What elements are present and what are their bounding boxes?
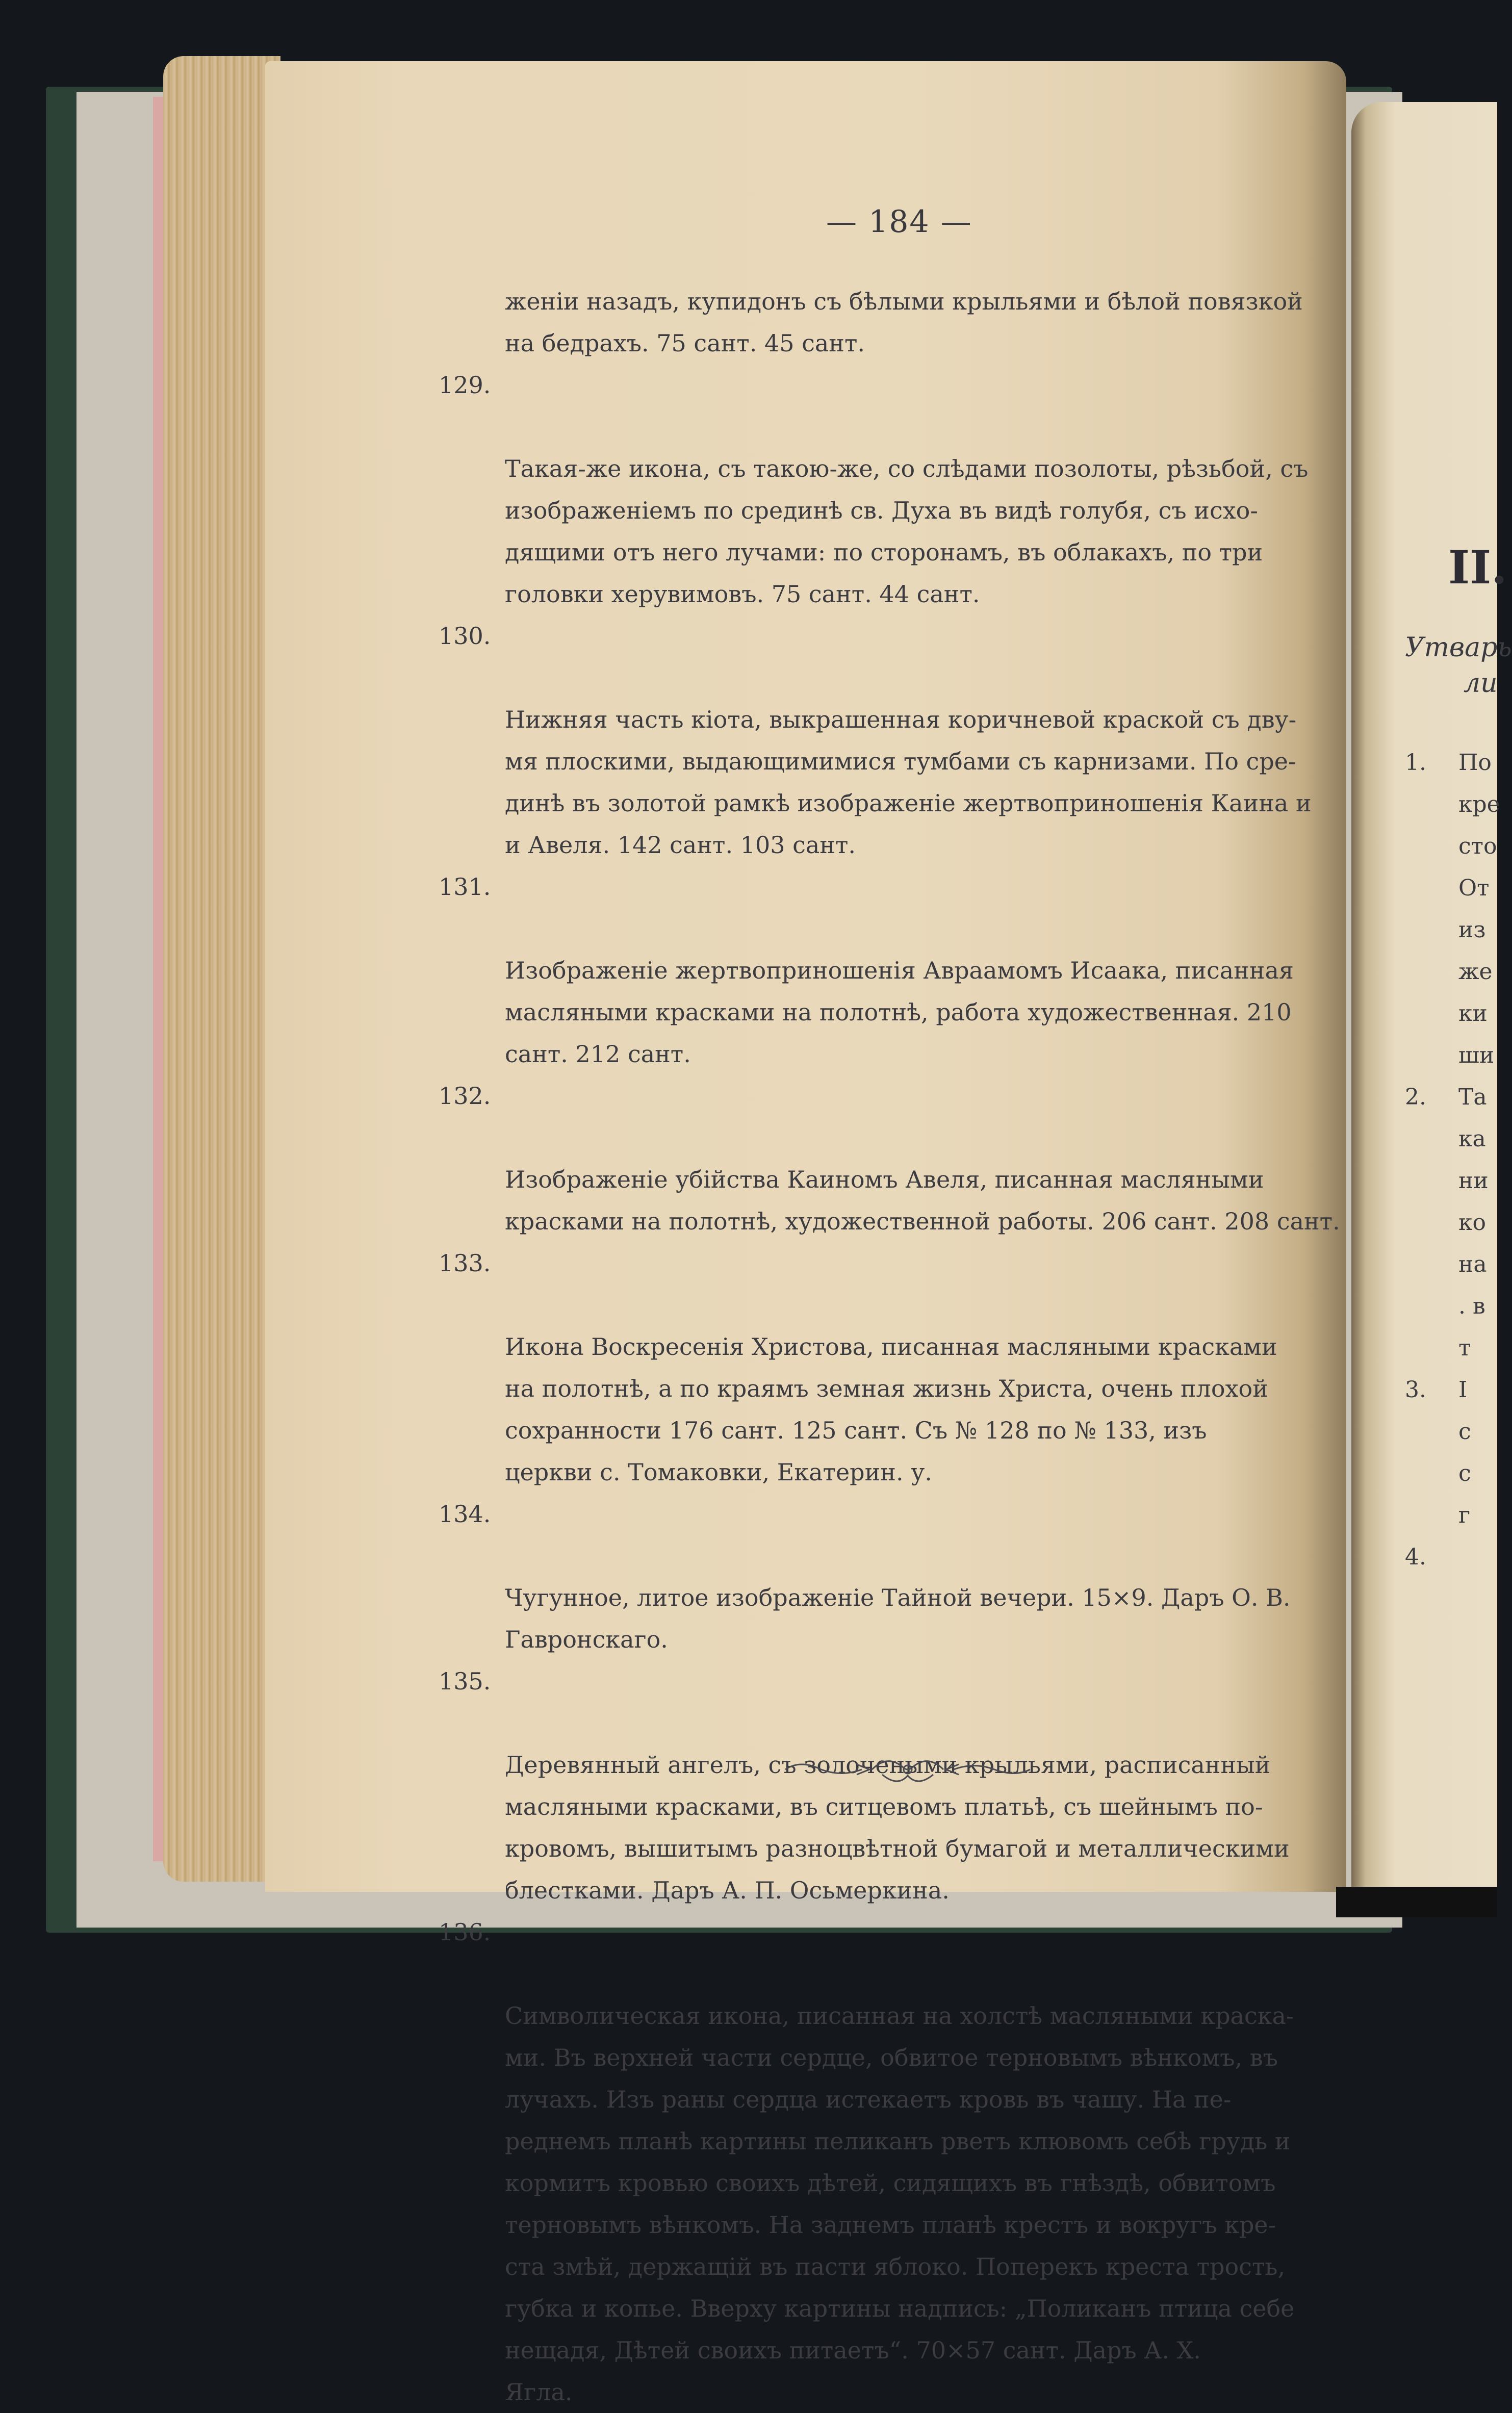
- right-entry-number: 2.: [1405, 1084, 1426, 1110]
- entry-number: 131.: [439, 873, 491, 901]
- entry-number: 135.: [439, 1667, 491, 1695]
- right-entry-fragment: ни: [1458, 1168, 1489, 1194]
- entry-text: Изображеніе убійства Каиномъ Авеля, писанная масляными красками на полотнѣ, художественной работы. 206 сант. 208 сант.: [505, 1166, 1340, 1235]
- section-subtitle-cont: ли: [1464, 668, 1498, 699]
- entry-text: Такая-же икона, съ такою-же, со слѣдами позолоты, рѣзьбой, съ изображеніемъ по срединѣ св. Духа въ видѣ голубя, съ исхо- дящими отъ него лучами: по сторонамъ, въ облакахъ, по три головки херувимовъ. 75 сант. 44 сант.: [505, 455, 1309, 608]
- right-entry-fragment: Та: [1458, 1084, 1487, 1110]
- catalog-entry: [439, 1242, 1346, 1493]
- right-entry-fragment: из: [1458, 917, 1486, 943]
- section-heading: II.: [1448, 541, 1507, 595]
- catalog-entry: [439, 866, 1346, 1075]
- right-entry-fragment: ки: [1458, 1000, 1488, 1026]
- right-entry-fragment: I: [1458, 1377, 1468, 1403]
- right-entry-fragment: с: [1458, 1460, 1471, 1486]
- entry-text: Деревянный ангелъ, съ золочеными крыльями, расписанный масляными красками, въ ситцевомъ платьѣ, съ шейнымъ по- кровомъ, вышитымъ разноцвѣтной бумагой и металлическими блестками. Даръ А. П. Осьмеркина.: [505, 1751, 1290, 1904]
- entry-number: 136.: [439, 1918, 491, 1946]
- entry-text: Икона Воскресенія Христова, писанная масляными красками на полотнѣ, а по краямъ земная жизнь Христа, очень плохой сохранности 176 сант. 125 сант. Съ № 128 по № 133, изъ церкви с. Томаковки, Екатерин. у.: [505, 1333, 1277, 1486]
- entry-text: Символическая икона, писанная на холстѣ масляными краска- ми. Въ верхней части сердце, обвитое терновымъ вѣнкомъ, въ лучахъ. Изъ раны сердца истекаетъ кровь въ чашу. На пе- реднемъ планѣ картины пеликанъ рветъ клювомъ себѣ грудь и кормитъ кровью своихъ дѣтей, сидящихъ въ гнѣздѣ, обвитомъ терновымъ вѣнкомъ. На заднемъ планѣ крестъ и вокругъ кре- ста змѣй, держащій въ пасти яблоко. Поперекъ креста трость, губка и копье. Вверху картины надпись: „Поликанъ птица себе нещадя, Дѣтей своихъ питаетъ“. 70×57 сант. Даръ А. Х. Ягла.: [505, 2002, 1295, 2406]
- catalog-entry: [439, 615, 1346, 866]
- entry-number: 133.: [439, 1249, 491, 1277]
- ornament-divider-icon: [780, 1744, 1035, 1795]
- entry-text: Изображеніе жертвоприношенія Авраамомъ Исаака, писанная масляными красками на полотнѣ, работа художественная. 210 сант. 212 сант.: [505, 957, 1294, 1068]
- entry-number: 129.: [439, 371, 491, 399]
- right-entry-fragment: сто: [1458, 833, 1497, 859]
- catalog-entry: [439, 1911, 1346, 2413]
- catalog-entry: [439, 1075, 1346, 1242]
- section-subtitle: Утварь: [1405, 632, 1512, 663]
- right-entry-fragment: ши: [1458, 1042, 1495, 1068]
- continued-entry-text: женіи назадъ, купидонъ съ бѣлыми крыльями и бѣлой повязкой на бедрахъ. 75 сант. 45 сант.: [505, 288, 1303, 357]
- page-shadow: [1336, 1887, 1497, 1917]
- right-entry-fragment: же: [1458, 959, 1493, 985]
- right-entry-fragment: ка: [1458, 1126, 1486, 1152]
- right-entry-fragment: . в: [1458, 1293, 1485, 1319]
- right-entry-fragment: кре: [1458, 791, 1500, 817]
- right-entry-fragment: г: [1458, 1502, 1471, 1528]
- right-entry-fragment: на: [1458, 1251, 1487, 1277]
- right-entry-number: 3.: [1405, 1377, 1426, 1403]
- right-entry-fragment: т: [1458, 1335, 1471, 1361]
- right-entry-fragment: От: [1458, 875, 1490, 901]
- catalog-entries: [439, 280, 1346, 2413]
- right-entry-fragment: ко: [1458, 1210, 1486, 1236]
- entry-number: 132.: [439, 1082, 491, 1110]
- catalog-entry: [439, 1493, 1346, 1660]
- right-entry-fragment: с: [1458, 1419, 1471, 1445]
- catalog-entry: [439, 364, 1346, 615]
- entry-text: Нижняя часть кіота, выкрашенная коричневой краской съ дву- мя плоскими, выдающимимися тумбами съ карнизами. По сре- динѣ въ золотой рамкѣ изображеніе жертвоприношенія Каина и и Авеля. 142 сант. 103 сант.: [505, 706, 1312, 859]
- right-entry-fragment: По: [1458, 750, 1492, 776]
- entry-number: 134.: [439, 1500, 491, 1528]
- page-stack-edge: [163, 56, 280, 1882]
- right-entry-number: 1.: [1405, 750, 1426, 776]
- right-page: [1351, 102, 1497, 1887]
- entry-number: 130.: [439, 622, 491, 650]
- entry-text: Чугунное, литое изображеніе Тайной вечери. 15×9. Даръ О. В. Гавронскаго.: [505, 1584, 1291, 1653]
- right-entry-number: 4.: [1405, 1544, 1426, 1570]
- page-number: — 184 —: [826, 204, 972, 240]
